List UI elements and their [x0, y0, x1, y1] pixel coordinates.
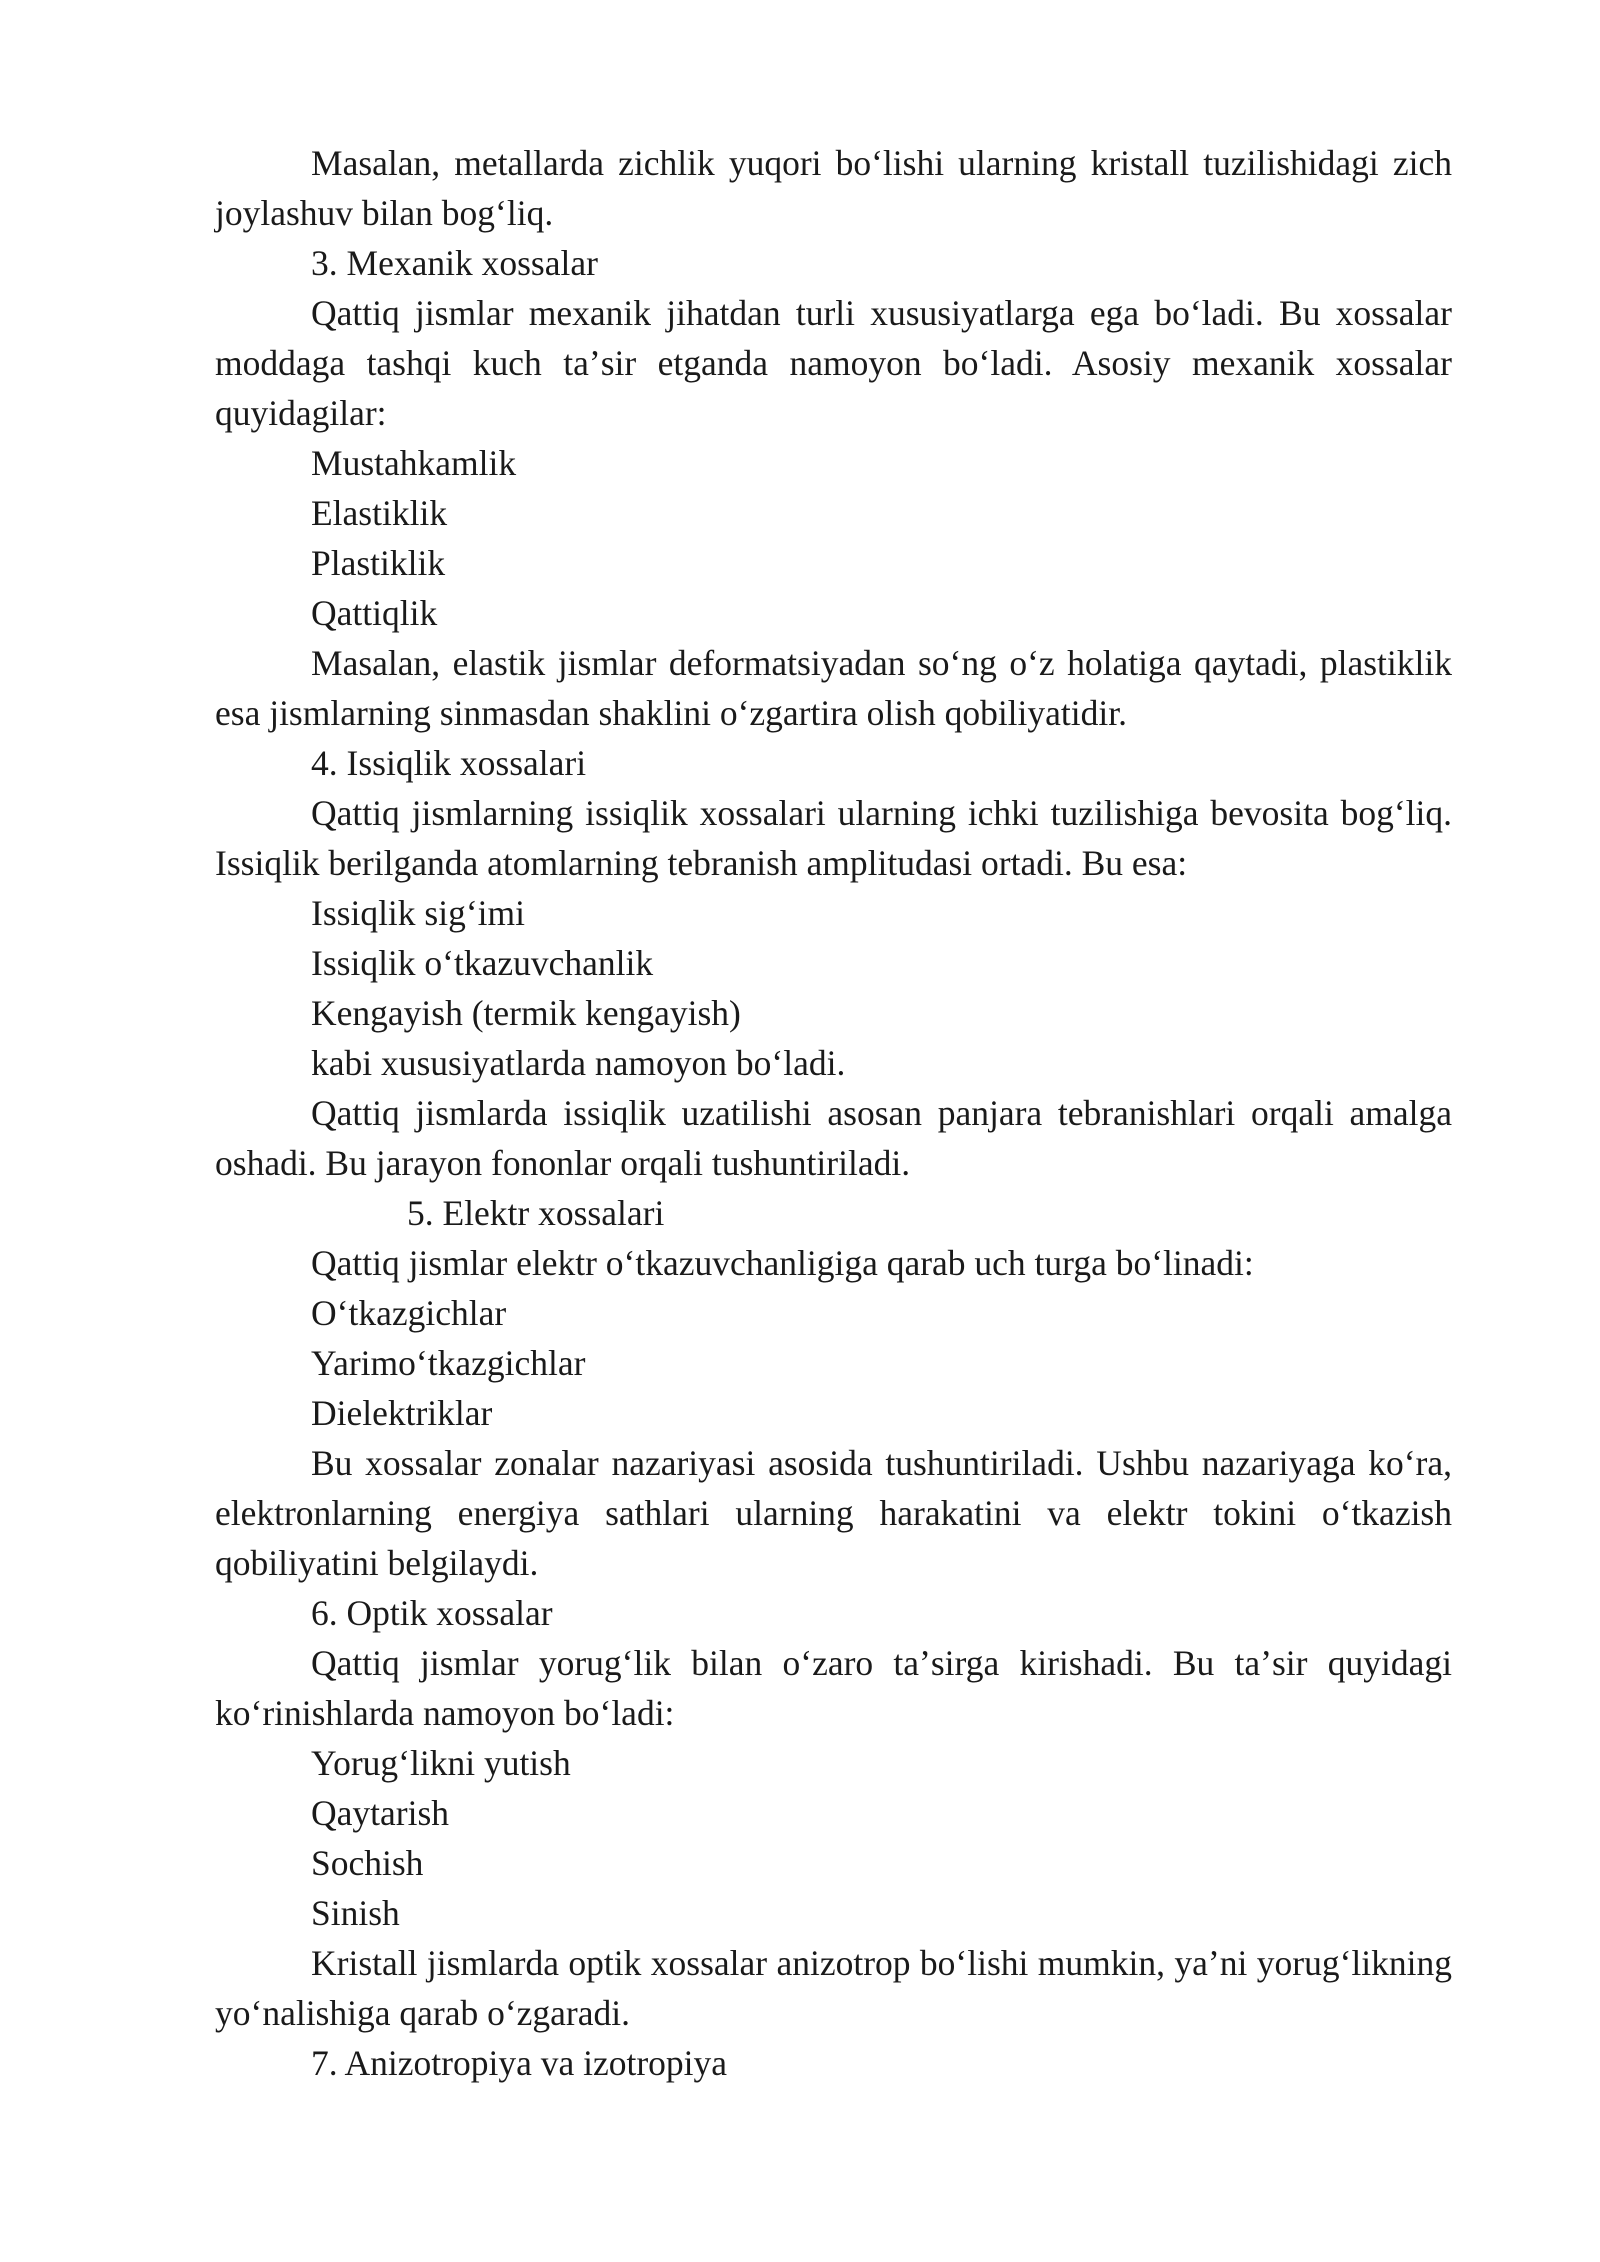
paragraph-band-theory: Bu xossalar zonalar nazariyasi asosida tushuntiriladi. Ushbu nazariyaga koʻra, elektronlarning energiya sathlari ularning harakatini va elektr tokini oʻtkazish qobiliyatini belgilaydi.: [215, 1443, 1452, 1583]
paragraph-metals-density: Masalan, metallarda zichlik yuqori boʻlishi ularning kristall tuzilishidagi zich joylashuv bilan bogʻliq.: [215, 143, 1452, 233]
section-heading-optical: 6. Optik xossalar: [311, 1593, 553, 1633]
list-item-mechanical: Mustahkamlik: [311, 443, 517, 483]
list-item-mechanical: Qattiqlik: [311, 593, 438, 633]
paragraph-optical-intro: Qattiq jismlar yorugʻlik bilan oʻzaro taʼsirga kirishadi. Bu taʼsir quyidagi koʻrinishlarda namoyon boʻladi:: [215, 1643, 1452, 1733]
list-item-mechanical: Elastiklik: [311, 493, 448, 533]
paragraph-thermal-intro: Qattiq jismlarning issiqlik xossalari ularning ichki tuzilishiga bevosita bogʻliq. Issiqlik berilganda atomlarning tebranish amplitudasi ortadi. Bu esa:: [215, 793, 1452, 883]
section-heading-electric: 5. Elektr xossalari: [407, 1193, 665, 1233]
list-item-optical: Sinish: [311, 1893, 400, 1933]
paragraph-phonons: Qattiq jismlarda issiqlik uzatilishi asosan panjara tebranishlari orqali amalga oshadi. Bu jarayon fononlar orqali tushuntiriladi.: [215, 1093, 1452, 1183]
list-tail-thermal: kabi xususiyatlarda namoyon boʻladi.: [311, 1043, 846, 1083]
list-item-optical: Qaytarish: [311, 1793, 450, 1833]
document-page: [215, 138, 1452, 2088]
list-item-thermal: Kengayish (termik kengayish): [311, 993, 741, 1033]
list-item-electric: Oʻtkazgichlar: [311, 1293, 507, 1333]
paragraph-electric-intro: Qattiq jismlar elektr oʻtkazuvchanligiga qarab uch turga boʻlinadi:: [311, 1243, 1254, 1283]
section-heading-anisotropy: 7. Anizotropiya va izotropiya: [311, 2043, 728, 2083]
list-item-optical: Sochish: [311, 1843, 424, 1883]
paragraph-anisotropic-optics: Kristall jismlarda optik xossalar anizotrop boʻlishi mumkin, yaʼni yorugʻlikning yoʻnalishiga qarab oʻzgaradi.: [215, 1943, 1452, 2033]
list-item-mechanical: Plastiklik: [311, 543, 446, 583]
list-item-electric: Yarimoʻtkazgichlar: [311, 1343, 586, 1383]
paragraph-mechanical-intro: Qattiq jismlar mexanik jihatdan turli xususiyatlarga ega boʻladi. Bu xossalar moddaga tashqi kuch taʼsir etganda namoyon boʻladi. Asosiy mexanik xossalar quyidagilar:: [215, 293, 1452, 433]
section-heading-mechanical: 3. Mexanik xossalar: [311, 243, 598, 283]
list-item-optical: Yorugʻlikni yutish: [311, 1743, 571, 1783]
list-item-thermal: Issiqlik sigʻimi: [311, 893, 526, 933]
paragraph-elastic-example: Masalan, elastik jismlar deformatsiyadan soʻng oʻz holatiga qaytadi, plastiklik esa jismlarning sinmasdan shaklini oʻzgartira olish qobiliyatidir.: [215, 643, 1452, 733]
section-heading-thermal: 4. Issiqlik xossalari: [311, 743, 587, 783]
list-item-thermal: Issiqlik oʻtkazuvchanlik: [311, 943, 654, 983]
list-item-electric: Dielektriklar: [311, 1393, 493, 1433]
